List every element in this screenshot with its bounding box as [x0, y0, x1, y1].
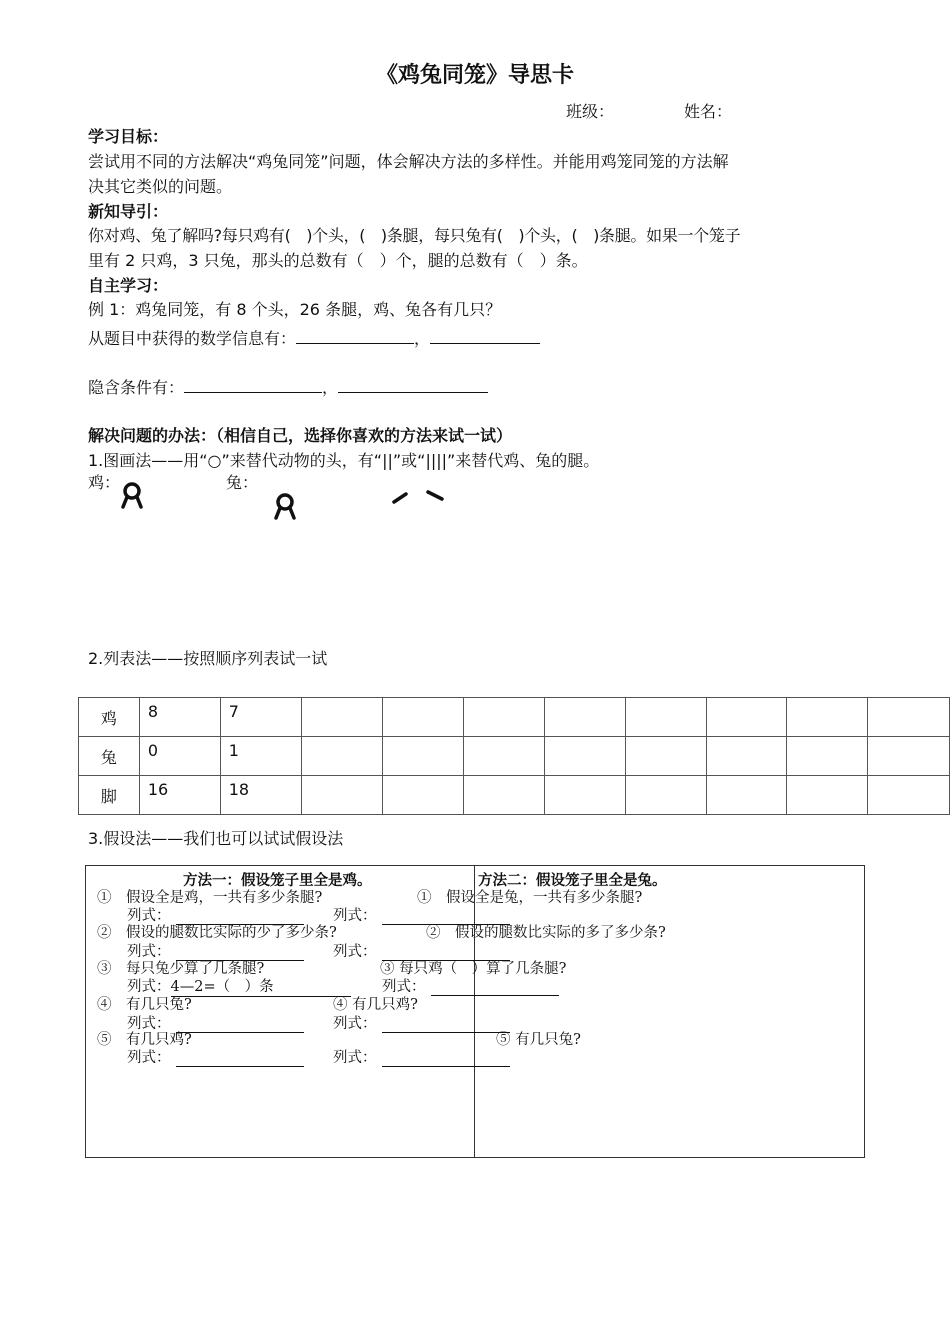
- intro-heading: 新知导引：: [88, 202, 169, 221]
- right-step-5: ⑤ 有几只兔?: [496, 1032, 581, 1048]
- table-cell[interactable]: [706, 737, 787, 776]
- table-cell[interactable]: [464, 737, 545, 776]
- right-step-2: ② 假设的腿数比实际的多了多少条?: [426, 925, 666, 941]
- left-step-5: ⑤ 有几只鸡?: [97, 1032, 192, 1048]
- left-answer-line-4[interactable]: [176, 1032, 304, 1033]
- right-step-1: ① 假设全是兔，一共有多少条腿?: [417, 890, 643, 906]
- right-step-3: ③ 每只鸡（ ）算了几条腿?: [380, 961, 567, 977]
- left-formula-4: 列式：: [127, 1016, 171, 1032]
- table-cell[interactable]: [301, 737, 383, 776]
- hidden-blank-2[interactable]: [338, 376, 488, 393]
- left-answer-line-5[interactable]: [176, 1066, 304, 1067]
- table-cell[interactable]: [868, 776, 950, 815]
- right-formula-2: 列式：: [333, 944, 377, 960]
- assumption-divider: [474, 865, 475, 1157]
- table-cell[interactable]: [464, 698, 545, 737]
- table-cell[interactable]: [383, 698, 464, 737]
- class-label: 班级：: [566, 102, 615, 121]
- intro-line-2: 里有 2 只鸡，3 只兔，那头的总数有（ ）个，腿的总数有（ ）条。: [88, 251, 588, 270]
- info-label: 从题目中获得的数学信息有：: [88, 329, 297, 348]
- table-cell[interactable]: 7: [220, 698, 301, 737]
- table-cell[interactable]: [625, 698, 706, 737]
- table-cell[interactable]: [787, 737, 868, 776]
- hidden-comma: ，: [322, 378, 339, 397]
- table-row-feet: [79, 776, 950, 815]
- table-cell[interactable]: [464, 776, 545, 815]
- row-label: 鸡: [79, 698, 140, 737]
- methods-heading: 解决问题的办法：（相信自己，选择你喜欢的方法来试一试）: [88, 426, 513, 445]
- assumption-box: [85, 865, 865, 1158]
- table-cell[interactable]: 18: [220, 776, 301, 815]
- table-cell[interactable]: [301, 698, 383, 737]
- row-label: 脚: [79, 776, 140, 815]
- table-cell[interactable]: [787, 698, 868, 737]
- left-formula-3: [127, 978, 351, 997]
- intro-line-1: 你对鸡、兔了解吗?每只鸡有( )个头，( )条腿，每只兔有( )个头，( )条腿。如果一个笼子: [88, 226, 741, 245]
- table-cell[interactable]: 16: [139, 776, 220, 815]
- right-answer-line-3[interactable]: [431, 995, 559, 996]
- table-row-chicken: [79, 698, 950, 737]
- self-study-heading: 自主学习：: [88, 276, 169, 295]
- example-1: 例 1：鸡兔同笼，有 8 个头，26 条腿，鸡、兔各有几只？: [88, 300, 502, 319]
- objective-line-1: 尝试用不同的方法解决“鸡兔同笼”问题，体会解决方法的多样性。并能用鸡笼同笼的方法解: [88, 152, 729, 171]
- table-cell[interactable]: [544, 698, 625, 737]
- hidden-line: [88, 376, 488, 399]
- table-cell[interactable]: [868, 737, 950, 776]
- assume-method: 3.假设法——我们也可以试试假设法: [88, 829, 344, 848]
- left-formula-1: 列式：: [127, 908, 171, 924]
- hidden-blank-1[interactable]: [184, 376, 322, 393]
- table-cell[interactable]: [625, 737, 706, 776]
- table-cell[interactable]: 1: [220, 737, 301, 776]
- left-step-1: ① 假设全是鸡，一共有多少条腿?: [97, 890, 323, 906]
- table-cell[interactable]: [625, 776, 706, 815]
- table-cell[interactable]: 8: [139, 698, 220, 737]
- right-answer-line-5[interactable]: [382, 1066, 510, 1067]
- rabbit-drawing-icon: [268, 490, 302, 522]
- table-cell[interactable]: [544, 737, 625, 776]
- table-cell[interactable]: [301, 776, 383, 815]
- chicken-label: 鸡：: [88, 473, 121, 492]
- row-label: 兔: [79, 737, 140, 776]
- name-label: 姓名：: [684, 102, 733, 121]
- right-formula-1: 列式：: [333, 908, 377, 924]
- info-blank-2[interactable]: [430, 327, 540, 344]
- table-row-rabbit: [79, 737, 950, 776]
- info-line: [88, 327, 540, 350]
- chicken-drawing-icon: [116, 480, 148, 510]
- table-cell[interactable]: 0: [139, 737, 220, 776]
- table-cell[interactable]: [868, 698, 950, 737]
- hidden-label: 隐含条件有：: [88, 378, 185, 397]
- objective-heading: 学习目标：: [88, 127, 169, 146]
- rabbit-label: 兔：: [226, 473, 259, 492]
- right-answer-line-4[interactable]: [382, 1032, 510, 1033]
- table-cell[interactable]: [383, 737, 464, 776]
- page-title: 《鸡兔同笼》导思卡: [375, 62, 574, 88]
- objective-line-2: 决其它类似的问题。: [88, 177, 233, 196]
- left-formula-5: 列式：: [127, 1050, 171, 1066]
- table-cell[interactable]: [787, 776, 868, 815]
- method-2-title: 方法二：假设笼子里全是兔。: [478, 872, 667, 889]
- table-cell[interactable]: [544, 776, 625, 815]
- table-cell[interactable]: [383, 776, 464, 815]
- right-formula-4: 列式：: [333, 1016, 377, 1032]
- left-step-4: ④ 有几只兔?: [97, 997, 192, 1013]
- table-method: 2.列表法——按照顺序列表试一试: [88, 649, 328, 668]
- left-formula-3-value: 4—2=（ ）条: [171, 978, 351, 997]
- left-step-2: ② 假设的腿数比实际的少了多少条?: [97, 925, 337, 941]
- right-formula-5: 列式：: [333, 1050, 377, 1066]
- trial-table: [78, 697, 950, 815]
- info-comma: ，: [414, 329, 431, 348]
- left-formula-2: 列式：: [127, 944, 171, 960]
- right-formula-3: 列式：: [382, 979, 426, 995]
- table-cell[interactable]: [706, 698, 787, 737]
- info-blank-1[interactable]: [296, 327, 414, 344]
- left-step-3: ③ 每只兔少算了几条腿?: [97, 961, 265, 977]
- table-cell[interactable]: [706, 776, 787, 815]
- method-1-title: 方法一：假设笼子里全是鸡。: [183, 872, 372, 889]
- leg-strokes-icon: [390, 486, 446, 506]
- drawing-method: 1.图画法——用“○”来替代动物的头，有“||”或“||||”来替代鸡、兔的腿。: [88, 451, 600, 470]
- right-step-4: ④ 有几只鸡?: [333, 997, 418, 1013]
- left-formula-3-label: 列式：: [127, 979, 171, 995]
